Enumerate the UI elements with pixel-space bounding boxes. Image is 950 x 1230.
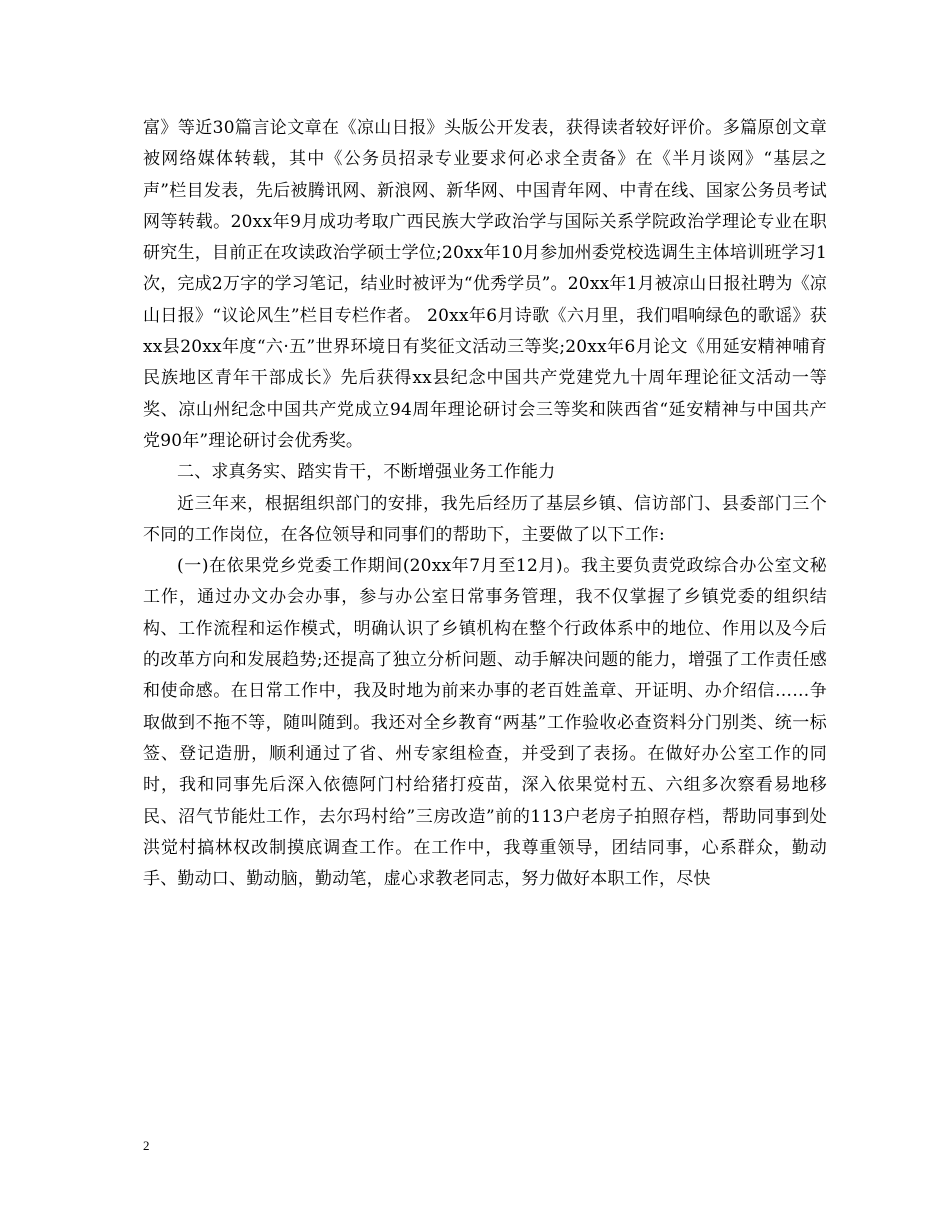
- paragraph-work-1: (一)在依果党乡党委工作期间(20xx年7月至12月)。我主要负责党政综合办公室文秘工作，通过办文办会办事，参与办公室日常事务管理，我不仅掌握了乡镇党委的组织结构、工作流程和运作模式，明确认识了乡镇机构在整个行政体系中的地位、作用以及今后的改革方向和发展趋势;还提高了独立分析问题、动手解决问题的能力，增强了工作责任感和使命感。在日常工作中，我及时地为前来办事的老百姓盖章、开证明、办介绍信……争取做到不拖不等，随叫随到。我还对全乡教育“两基”工作验收必查资料分门别类、统一标签、登记造册，顺利通过了省、州专家组检查，并受到了表扬。在做好办公室工作的同时，我和同事先后深入依德阿门村给猪打疫苗，深入依果觉村五、六组多次察看易地移民、沼气节能灶工作，去尔玛村给”三房改造”前的113户老房子拍照存档，帮助同事到处洪觉村搞林权改制摸底调查工作。在工作中，我尊重领导，团结同事，心系群众，勤动手、勤动口、勤动脑，勤动笔，虚心求教老同志，努力做好本职工作，尽快: [143, 556, 827, 890]
- page-number: 2: [143, 1138, 150, 1153]
- document-body: [143, 113, 827, 895]
- paragraph-intro: 近三年来，根据组织部门的安排，我先后经历了基层乡镇、信访部门、县委部门三个不同的工作岗位，在各位领导和同事们的帮助下，主要做了以下工作:: [143, 493, 827, 545]
- section-heading-2: 二、求真务实、踏实肯干，不断增强业务工作能力: [177, 462, 556, 483]
- paragraph-awards: 富》等近30篇言论文章在《凉山日报》头版公开发表，获得读者较好评价。多篇原创文章被网络媒体转载，其中《公务员招录专业要求何必求全责备》在《半月谈网》“基层之声”栏目发表，先后被腾讯网、新浪网、新华网、中国青年网、中青在线、国家公务员考试网等转载。20xx年9月成功考取广西民族大学政治学与国际关系学院政治学理论专业在职研究生，目前正在攻读政治学硕士学位;20xx年10月参加州委党校选调生主体培训班学习1次，完成2万字的学习笔记，结业时被评为“优秀学员”。20xx年1月被凉山日报社聘为《凉山日报》“议论风生”栏目专栏作者。 20xx年6月诗歌《六月里，我们唱响绿色的歌谣》获xx县20xx年度“六·五”世界环境日有奖征文活动三等奖;20xx年6月论文《用延安精神哺育民族地区青年干部成长》先后获得xx县纪念中国共产党建党九十周年理论征文活动一等奖、凉山州纪念中国共产党成立94周年理论研讨会三等奖和陕西省“延安精神与中国共产党90年”理论研讨会优秀奖。: [143, 118, 827, 451]
